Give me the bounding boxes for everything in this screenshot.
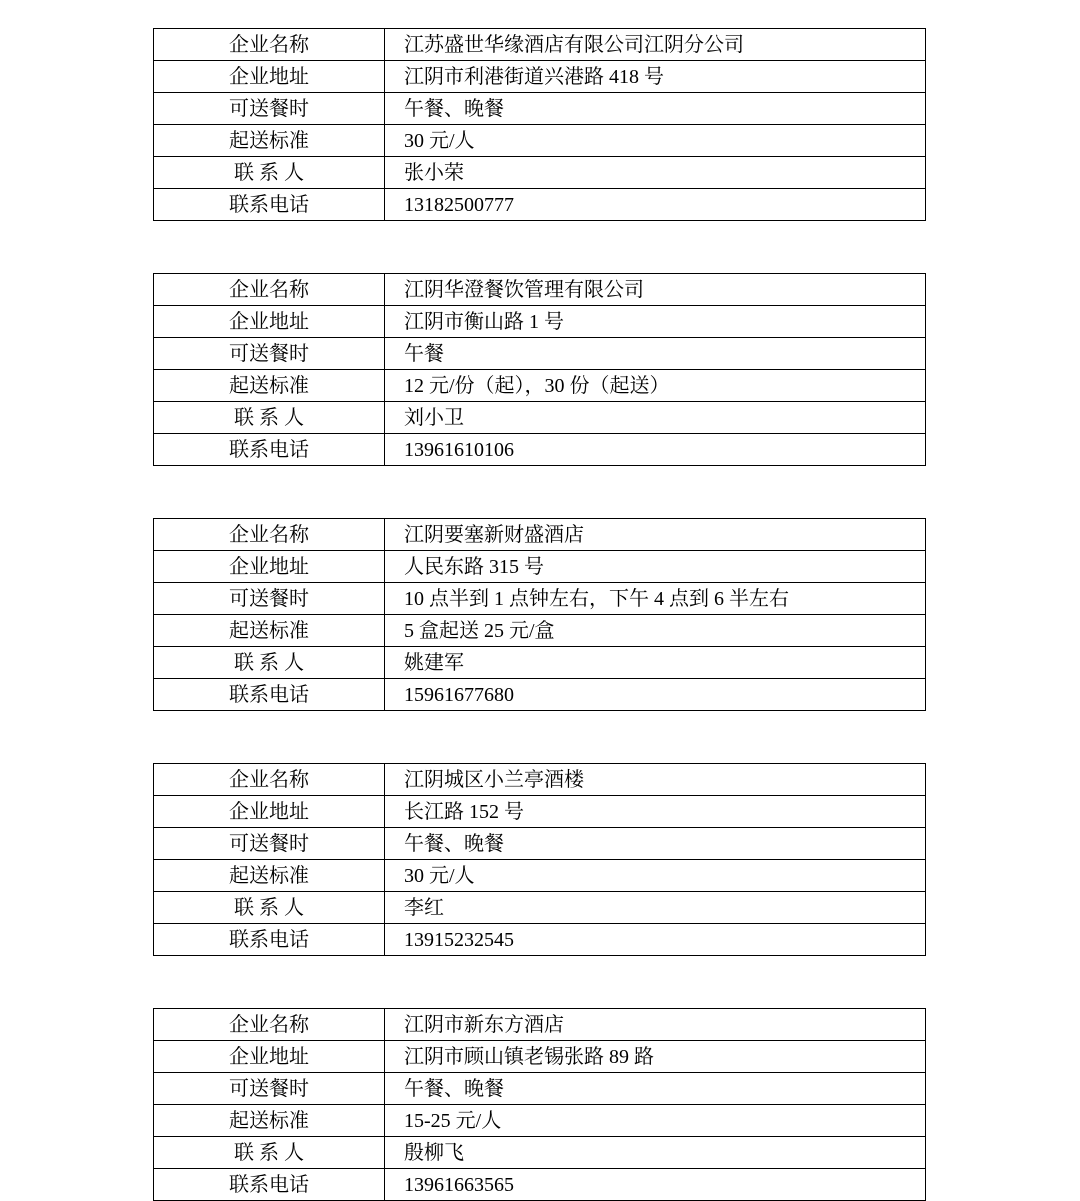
field-value-meal-time: 午餐 [385,338,926,370]
table-row-phone [154,1169,926,1201]
table-row-phone [154,434,926,466]
field-label-address: 企业地址 [154,61,385,93]
company-info-table-3 [153,518,926,711]
field-label-name: 企业名称 [154,764,385,796]
table-row-min-order [154,1105,926,1137]
field-label-address: 企业地址 [154,1041,385,1073]
field-label-min-order: 起送标准 [154,370,385,402]
field-label-min-order: 起送标准 [154,615,385,647]
field-label-meal-time: 可送餐时 [154,828,385,860]
company-info-table-1 [153,28,926,221]
field-label-contact: 联 系 人 [154,1137,385,1169]
field-value-name: 江苏盛世华缘酒店有限公司江阴分公司 [385,29,926,61]
table-row-contact [154,402,926,434]
field-label-phone: 联系电话 [154,679,385,711]
field-label-name: 企业名称 [154,519,385,551]
table-row-address [154,306,926,338]
table-row-meal-time [154,583,926,615]
table-row-name [154,1009,926,1041]
field-value-name: 江阴要塞新财盛酒店 [385,519,926,551]
field-label-meal-time: 可送餐时 [154,583,385,615]
field-label-contact: 联 系 人 [154,157,385,189]
table-row-address [154,1041,926,1073]
field-value-meal-time: 午餐、晚餐 [385,93,926,125]
table-row-phone [154,189,926,221]
field-value-address: 人民东路 315 号 [385,551,926,583]
field-value-phone: 13961610106 [385,434,926,466]
field-value-name: 江阴城区小兰亭酒楼 [385,764,926,796]
field-label-phone: 联系电话 [154,434,385,466]
field-value-contact: 张小荣 [385,157,926,189]
field-label-meal-time: 可送餐时 [154,338,385,370]
table-row-name [154,274,926,306]
table-row-address [154,796,926,828]
field-value-min-order: 30 元/人 [385,860,926,892]
field-label-min-order: 起送标准 [154,1105,385,1137]
field-label-name: 企业名称 [154,274,385,306]
field-value-phone: 13915232545 [385,924,926,956]
field-value-address: 江阴市衡山路 1 号 [385,306,926,338]
table-row-address [154,551,926,583]
field-label-contact: 联 系 人 [154,647,385,679]
field-label-meal-time: 可送餐时 [154,93,385,125]
field-label-contact: 联 系 人 [154,402,385,434]
field-label-phone: 联系电话 [154,189,385,221]
table-row-address [154,61,926,93]
table-row-phone [154,924,926,956]
field-value-meal-time: 午餐、晚餐 [385,1073,926,1105]
table-row-meal-time [154,828,926,860]
table-row-phone [154,679,926,711]
table-row-contact [154,892,926,924]
company-info-table-5 [153,1008,926,1201]
field-label-phone: 联系电话 [154,924,385,956]
field-value-contact: 姚建军 [385,647,926,679]
field-value-contact: 刘小卫 [385,402,926,434]
field-value-contact: 殷柳飞 [385,1137,926,1169]
table-row-contact [154,157,926,189]
field-label-address: 企业地址 [154,796,385,828]
company-info-table-4 [153,763,926,956]
field-value-phone: 13961663565 [385,1169,926,1201]
table-row-contact [154,1137,926,1169]
table-row-min-order [154,370,926,402]
field-label-phone: 联系电话 [154,1169,385,1201]
field-value-meal-time: 10 点半到 1 点钟左右，下午 4 点到 6 半左右 [385,583,926,615]
field-label-address: 企业地址 [154,551,385,583]
field-label-contact: 联 系 人 [154,892,385,924]
field-value-name: 江阴市新东方酒店 [385,1009,926,1041]
field-label-min-order: 起送标准 [154,860,385,892]
field-value-min-order: 30 元/人 [385,125,926,157]
table-row-meal-time [154,1073,926,1105]
field-label-name: 企业名称 [154,29,385,61]
field-label-address: 企业地址 [154,306,385,338]
table-row-min-order [154,860,926,892]
field-value-min-order: 12 元/份（起），30 份（起送） [385,370,926,402]
field-label-min-order: 起送标准 [154,125,385,157]
table-row-name [154,29,926,61]
field-value-address: 江阴市利港街道兴港路 418 号 [385,61,926,93]
field-label-meal-time: 可送餐时 [154,1073,385,1105]
field-label-name: 企业名称 [154,1009,385,1041]
table-row-meal-time [154,93,926,125]
table-row-min-order [154,125,926,157]
field-value-address: 江阴市顾山镇老锡张路 89 路 [385,1041,926,1073]
field-value-address: 长江路 152 号 [385,796,926,828]
field-value-phone: 15961677680 [385,679,926,711]
company-info-table-2 [153,273,926,466]
field-value-phone: 13182500777 [385,189,926,221]
table-row-name [154,519,926,551]
table-row-name [154,764,926,796]
field-value-min-order: 5 盒起送 25 元/盒 [385,615,926,647]
field-value-meal-time: 午餐、晚餐 [385,828,926,860]
field-value-contact: 李红 [385,892,926,924]
table-row-meal-time [154,338,926,370]
field-value-name: 江阴华澄餐饮管理有限公司 [385,274,926,306]
table-row-min-order [154,615,926,647]
table-row-contact [154,647,926,679]
field-value-min-order: 15-25 元/人 [385,1105,926,1137]
